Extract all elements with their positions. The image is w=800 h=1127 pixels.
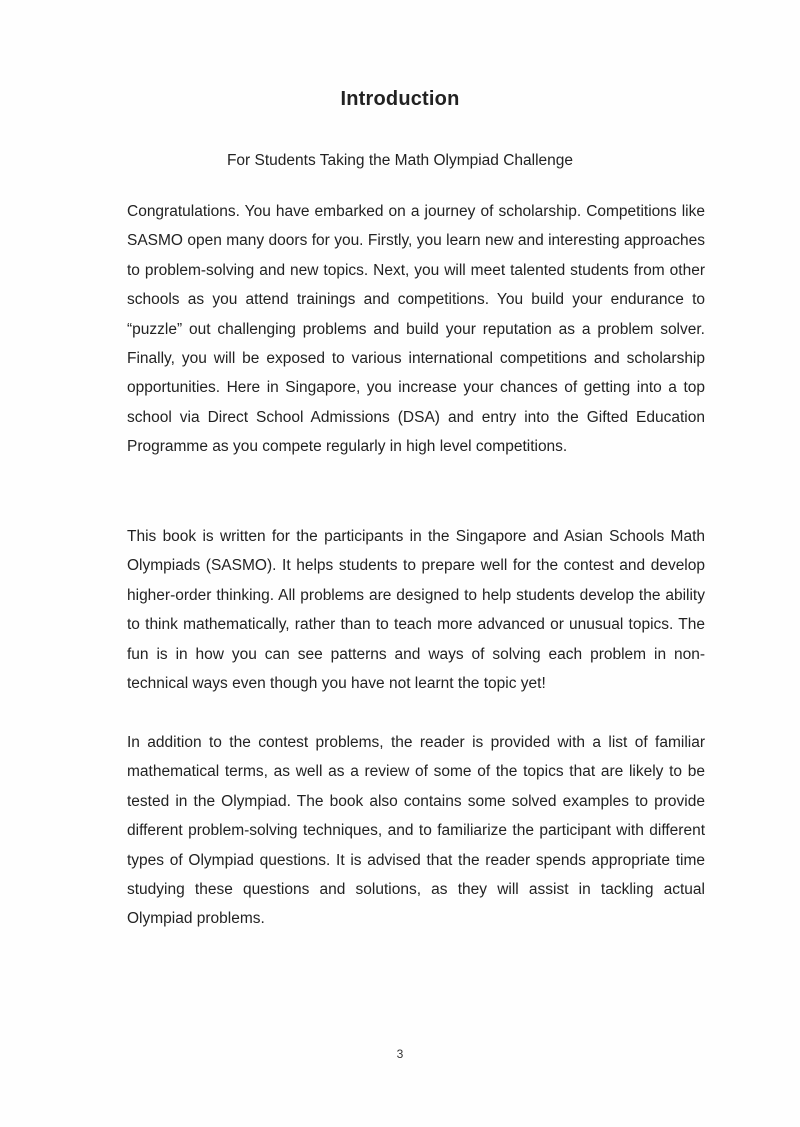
paragraph-book-purpose: This book is written for the participants in the Singapore and Asian Schools Math Olympiads (SASMO). It helps students to prepare well for the contest and develop higher-order thinking. All problems are designed to help students develop the ability to think mathematically, rather than to teach more advanced or unusual topics. The fun is in how you can see patterns and ways of solving each problem in non-technical ways even though you have not learnt the topic yet! xyxy=(127,528,705,693)
page-subtitle: For Students Taking the Math Olympiad Challenge xyxy=(226,152,574,169)
page-number: 3 xyxy=(396,1047,404,1061)
page-title: Introduction xyxy=(340,88,460,110)
paragraph-congratulations: Congratulations. You have embarked on a journey of scholarship. Competitions like SASMO open many doors for you. Firstly, you learn new and interesting approaches to problem-solving and new topics. Next, you will meet talented students from other schools as you attend trainings and competitions. You build your endurance to “puzzle” out challenging problems and build your reputation as a problem solver. Finally, you will be exposed to various international competitions and scholarship opportunities. Here in Singapore, you increase your chances of getting into a top school via Direct School Admissions (DSA) and entry into the Gifted Education Programme as you compete regularly in high level competitions. xyxy=(127,203,705,456)
paragraph-book-contents: In addition to the contest problems, the reader is provided with a list of familiar mathematical terms, as well as a review of some of the topics that are likely to be tested in the Olympiad. The book also contains some solved examples to provide different problem-solving techniques, and to familiarize the participant with different types of Olympiad questions. It is advised that the reader spends appropriate time studying these questions and solutions, as they will assist in tackling actual Olympiad problems. xyxy=(127,734,705,928)
